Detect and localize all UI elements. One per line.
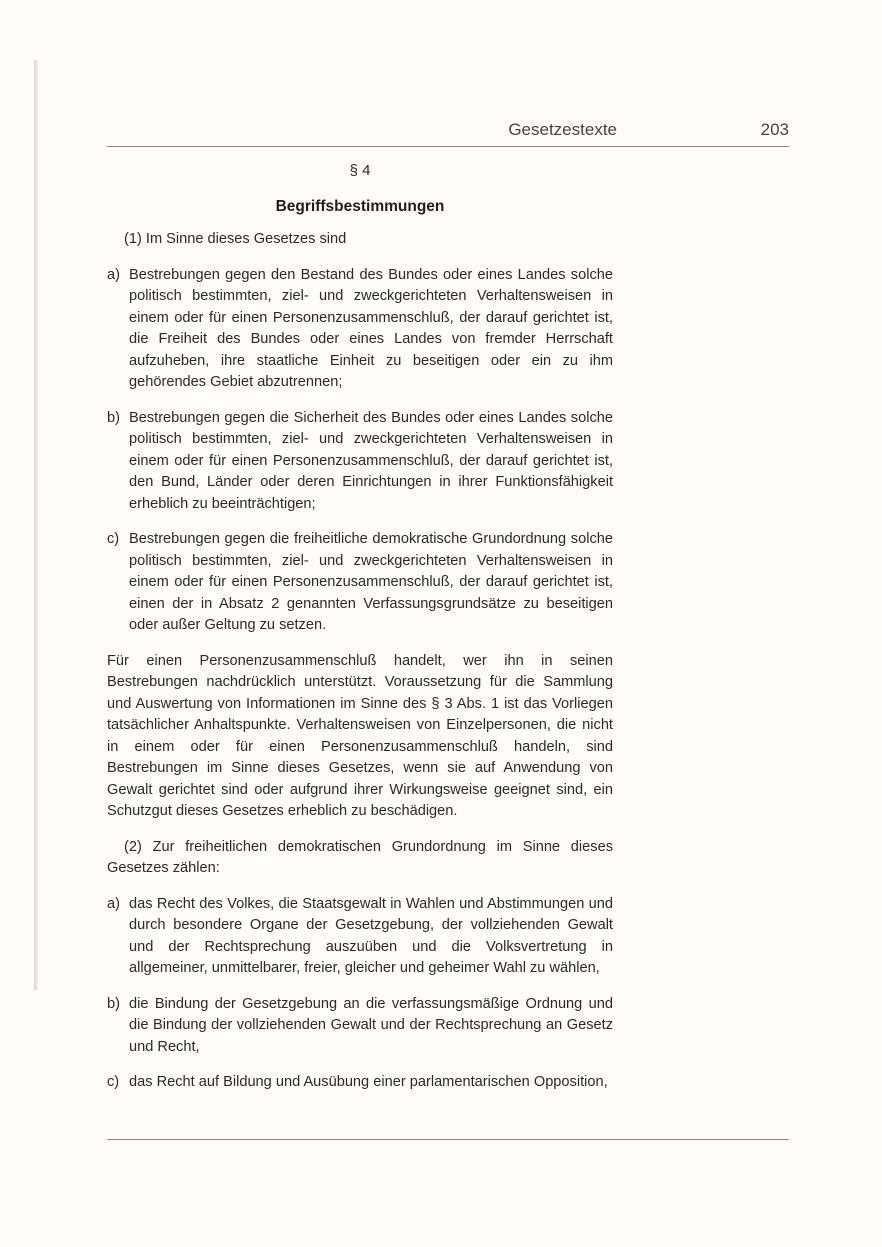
item-label: b): [107, 409, 120, 426]
definition-list-1: [107, 265, 613, 637]
list-item: [107, 994, 613, 1059]
item-label: a): [107, 895, 120, 912]
bottom-rule: [107, 1139, 789, 1140]
item-label: a): [107, 266, 120, 283]
page-number: 203: [760, 120, 789, 139]
running-title: Gesetzestexte: [508, 120, 617, 139]
item-text: Bestrebungen gegen die Sicherheit des Bundes oder eines Landes solche politisch bestimmten, ziel- und zweckgerichteten Verhaltensweisen in einem oder für einen Personenzusammenschluß, der darauf gerichtet ist, den Bund, Länder oder deren Einrichtungen in ihrer Funktionsfähigkeit erheblich zu beeinträchtigen;: [129, 409, 613, 512]
item-text: das Recht auf Bildung und Ausübung einer parlamentarischen Opposition,: [129, 1074, 608, 1090]
section-title: Begriffsbestimmungen: [275, 197, 445, 215]
item-text: Bestrebungen gegen den Bestand des Bundes oder eines Landes solche politisch bestimmten, ziel- und zweckgerichteten Verhaltensweisen in einem oder für einen Personenzusammenschluß, der darauf gerichtet ist, die Freiheit des Bundes oder eines Landes von fremder Herrschaft aufzuheben, ihre staatliche Einheit zu beseitigen oder ein zu ihm gehörendes Gebiet abzutrennen;: [129, 266, 613, 390]
item-label: c): [107, 1074, 120, 1090]
page-content: [107, 160, 613, 1108]
paragraph-1-body: Für einen Personenzusammenschluß handelt, wer ihn in seinen Bestrebungen nachdrücklich unterstützt. Voraussetzung für die Sammlung und Auswertung von Informationen im Sinne des § 3 Abs. 1 ist das Vorliegen tatsächlicher Anhaltspunkte. Verhaltensweisen von Einzelpersonen, die nicht in einem oder für einen Personenzusammenschluß handeln, sind Bestrebungen im Sinne dieses Gesetzes, wenn sie auf Anwendung von Gewalt gerichtet sind oder aufgrund ihrer Wirkungsweise geeignet sind, ein Schutzgut dieses Gesetzes erheblich zu beschädigen.: [107, 652, 613, 819]
binding-shadow: [34, 60, 38, 990]
item-label: b): [107, 995, 120, 1012]
list-item: [107, 1072, 613, 1094]
item-text: Bestrebungen gegen die freiheitliche demokratische Grundordnung solche politisch bestimmten, ziel- und zweckgerichteten Verhaltensweisen in einem oder für einen Personenzusammenschluß, der darauf gerichtet ist, einen der in Absatz 2 genannten Verfassungsgrundsätze zu beseitigen oder außer Geltung zu setzen.: [129, 531, 613, 633]
item-text: das Recht des Volkes, die Staatsgewalt in Wahlen und Abstimmungen und durch besondere Organe der Gesetzgebung, der vollziehenden Gewalt und der Rechtsprechung auszuüben und die Volksvertretung in allgemeiner, unmittelbarer, freier, gleicher und geheimer Wahl zu wählen,: [129, 895, 613, 976]
list-item: [107, 408, 613, 516]
list-item: [107, 265, 613, 394]
paragraph-2-intro: (2) Zur freiheitlichen demokratischen Grundordnung im Sinne dieses Gesetzes zählen:: [107, 838, 613, 876]
definition-list-2: [107, 894, 613, 1094]
item-label: c): [107, 531, 120, 547]
item-text: die Bindung der Gesetzgebung an die verfassungsmäßige Ordnung und die Bindung der vollziehenden Gewalt und der Rechtsprechung an Gesetz und Recht,: [129, 995, 613, 1055]
running-head: [107, 116, 789, 147]
list-item: [107, 529, 613, 637]
paragraph-1-intro: (1) Im Sinne dieses Gesetzes sind: [124, 231, 347, 247]
list-item: [107, 894, 613, 980]
section-number: § 4: [349, 162, 371, 179]
